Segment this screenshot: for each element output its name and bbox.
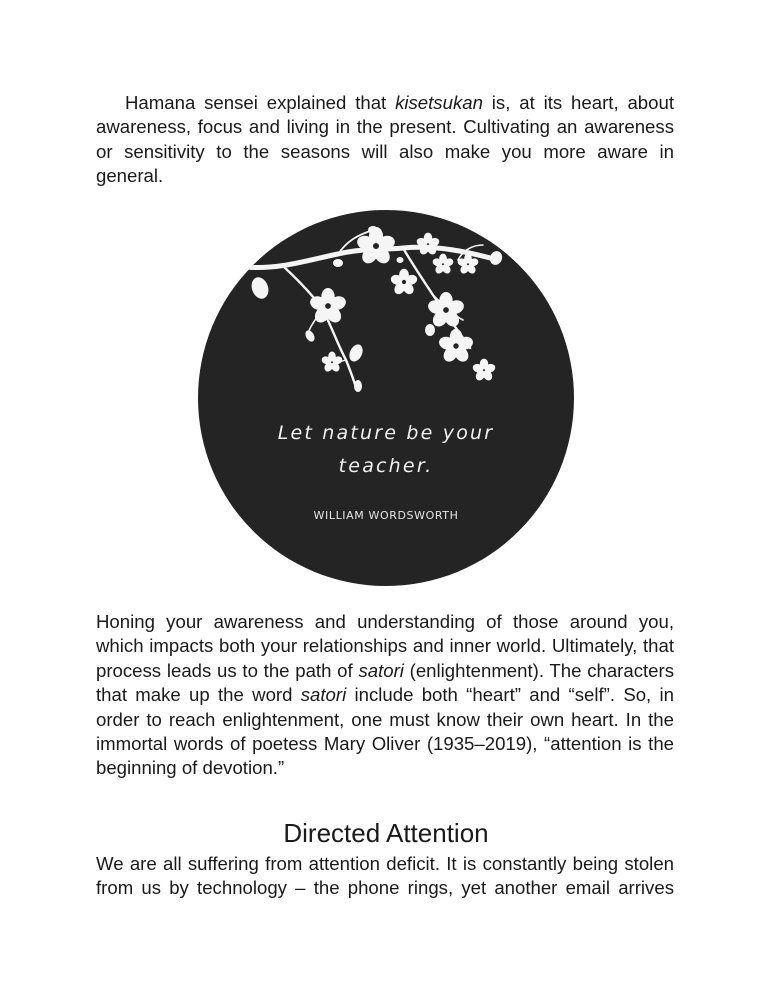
intro-text-end: is, at its heart, about awareness, focus and living in the present. Cultivating an awareness or sensitivity to the seasons will also make you more aware in general. (96, 92, 674, 187)
quote-card (198, 210, 574, 586)
quote-author: WILLIAM WORDSWORTH (313, 509, 459, 522)
satori-text-2: (enlightenment). The characters that make up the word (96, 659, 674, 706)
cherry-blossom-branch-icon (198, 210, 574, 586)
quote-text (198, 417, 574, 483)
kisetsukan-term: kisetsukan (395, 92, 483, 113)
intro-paragraph (96, 91, 674, 189)
satori-text-3: include both “heart” and “self”. So, in order to reach enlightenment, one must know their own heart. In the immortal words of poetess Mary Oliver (1935–2019), “attention is the beginning of devotion.” (96, 684, 674, 779)
quote-line-1: Let nature be your (277, 422, 495, 444)
satori-paragraph (96, 610, 674, 781)
section-heading: Directed Attention (283, 818, 489, 848)
intro-text-start: Hamana sensei explained that (125, 92, 396, 113)
satori-term-1: satori (358, 659, 404, 681)
attention-paragraph: We are all suffering from attention deficit. It is constantly being stolen from us by technology – the phone rings, yet another email arrives (96, 853, 674, 899)
quote-line-2: teacher. (338, 455, 434, 477)
satori-term-2: satori (300, 684, 347, 706)
satori-text-1: Honing your awareness and understanding of those around you, which impacts both your relationships and inner world. Ultimately, that process leads us to the path of (96, 611, 674, 681)
